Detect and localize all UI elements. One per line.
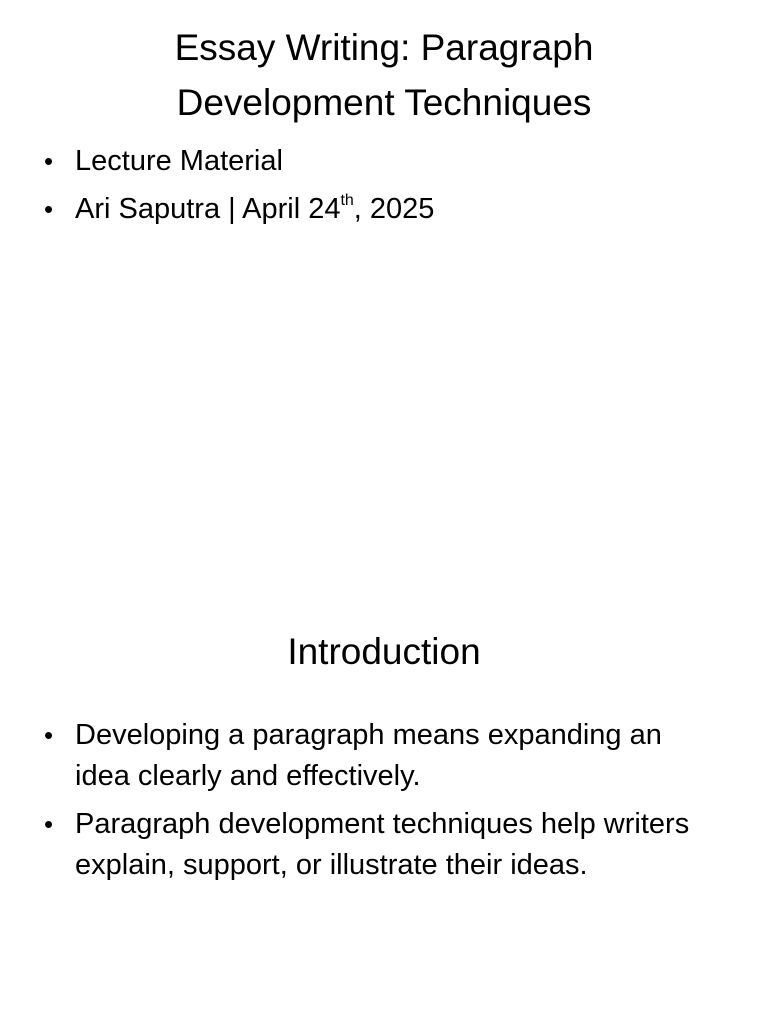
ordinal-suffix: th — [340, 192, 354, 210]
bullet-icon: • — [44, 194, 54, 224]
list-item — [44, 189, 724, 229]
bullet-text: Developing a paragraph means expanding an idea clearly and effectively. — [75, 719, 662, 792]
slide-title-heading — [40, 20, 728, 130]
title-bullet-list — [44, 141, 724, 237]
author-date-text: Ari Saputra | April 24 — [75, 193, 341, 225]
title-line-1: Essay Writing: Paragraph — [174, 27, 594, 68]
slide-heading: Introduction — [287, 631, 481, 672]
intro-bullet-list — [44, 715, 724, 893]
list-item — [44, 715, 724, 797]
year-text: , 2025 — [353, 193, 435, 225]
bullet-icon: • — [44, 720, 54, 750]
bullet-text: Lecture Material — [75, 145, 283, 177]
slide-introduction — [0, 512, 768, 1024]
list-item — [44, 141, 724, 181]
bullet-icon: • — [44, 146, 54, 176]
list-item — [44, 804, 724, 886]
bullet-icon: • — [44, 809, 54, 839]
bullet-text: Paragraph development techniques help writers explain, support, or illustrate their ideas. — [75, 808, 690, 881]
title-line-2: Development Techniques — [176, 82, 592, 123]
